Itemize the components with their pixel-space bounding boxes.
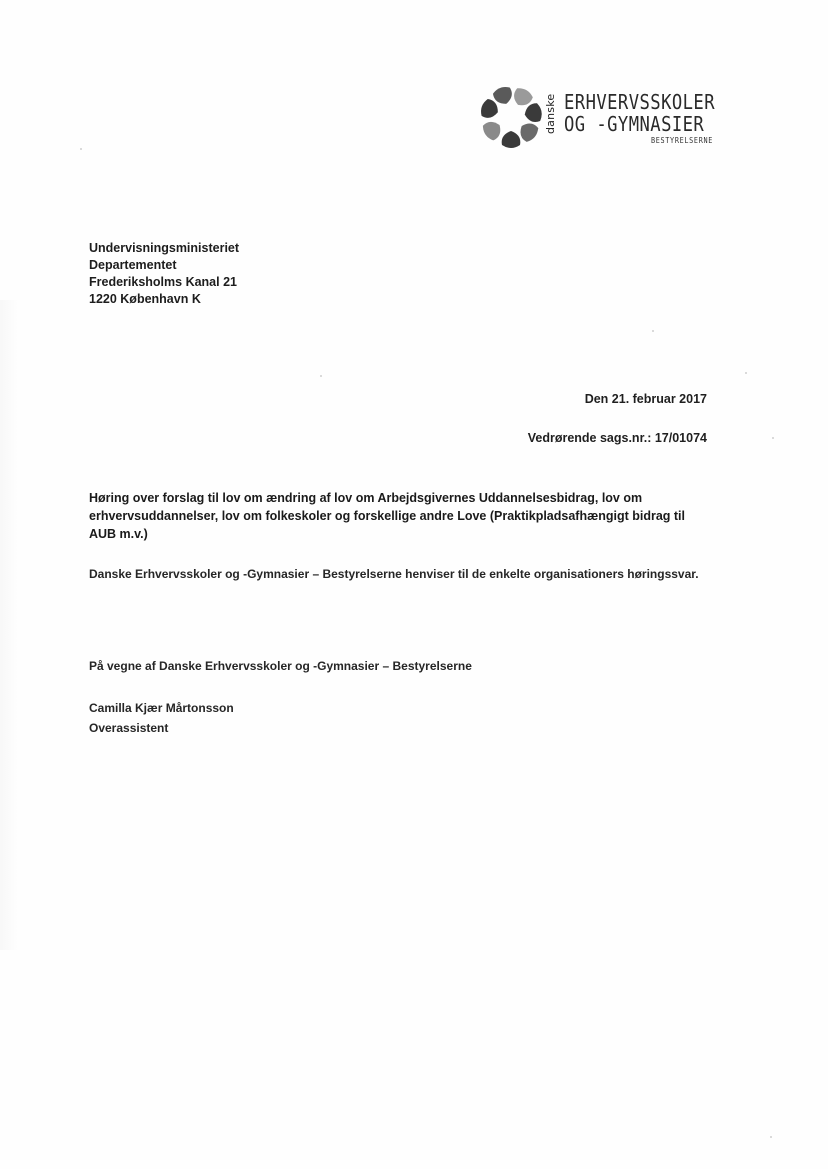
- letter-date: Den 21. februar 2017: [584, 392, 707, 406]
- scan-speck: [770, 1136, 772, 1138]
- organization-logo: [478, 84, 723, 154]
- letter-subject: [89, 489, 709, 543]
- recipient-address: [89, 240, 239, 308]
- scan-speck: [320, 375, 322, 377]
- recipient-line: Undervisningsministeriet: [89, 241, 240, 255]
- letter-body: Danske Erhvervsskoler og -Gymnasier – Bestyrelserne henviser til de enkelte organisationers høringssvar.: [89, 567, 699, 581]
- signer-title: Overassistent: [89, 721, 169, 735]
- scan-speck: [745, 372, 747, 374]
- subject-line: Høring over forslag til lov om ændring af lov om Arbejdsgivernes Uddannelsesbidrag, lov om: [89, 491, 643, 505]
- recipient-line: Frederiksholms Kanal 21: [89, 275, 237, 289]
- subject-line: erhvervsuddannelser, lov om folkeskoler og forskellige andre Love (Praktikpladsafhængigt bidrag til: [89, 509, 685, 523]
- logo-mark-icon: [478, 84, 544, 150]
- scan-speck: [772, 437, 774, 439]
- case-reference: Vedrørende sags.nr.: 17/01074: [527, 431, 707, 445]
- logo-line-1: ERHVERVSSKOLER: [564, 90, 715, 114]
- scan-speck: [80, 148, 82, 150]
- closing-line: På vegne af Danske Erhvervsskoler og -Gymnasier – Bestyrelserne: [89, 659, 472, 673]
- subject-line: AUB m.v.): [89, 527, 148, 541]
- recipient-line: Departementet: [89, 258, 177, 272]
- logo-vertical-text: danske: [544, 93, 557, 135]
- scan-edge-shadow: [0, 300, 18, 950]
- logo-subtitle: BESTYRELSERNE: [650, 136, 713, 145]
- scan-speck: [652, 330, 654, 332]
- logo-line-2: OG -GYMNASIER: [564, 112, 705, 136]
- signature-block: [89, 698, 234, 738]
- recipient-line: 1220 København K: [89, 292, 201, 306]
- signer-name: Camilla Kjær Mårtonsson: [89, 701, 234, 715]
